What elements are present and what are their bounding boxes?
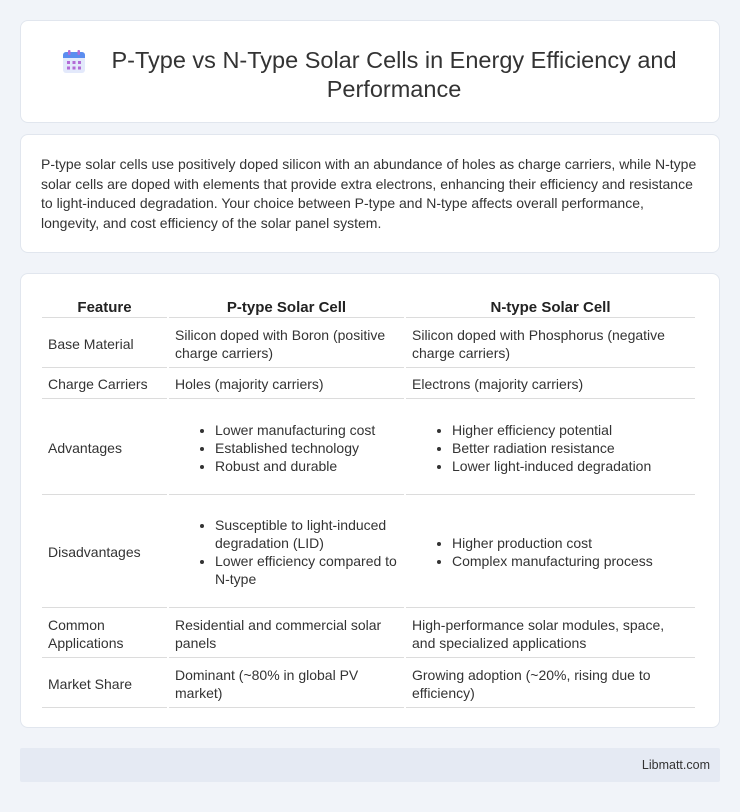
list-item: • Higher production cost: [452, 534, 689, 552]
table-row-charge-carriers: [42, 370, 695, 399]
table-row-base-material: [42, 320, 695, 368]
table-row-market-share: [42, 660, 695, 708]
comparison-table: [40, 294, 697, 710]
summary-card: [20, 134, 720, 253]
table-header-row: [42, 296, 695, 318]
cell-n-type: High-performance solar modules, space, and specialized applications: [406, 610, 695, 658]
header-n-type: N-type Solar Cell: [406, 296, 695, 318]
list-item: • Lower manufacturing cost: [215, 421, 398, 439]
list-item: • Robust and durable: [215, 457, 398, 475]
header-p-type: P-type Solar Cell: [169, 296, 404, 318]
cell-n-type: Silicon doped with Phosphorus (negative charge carriers): [406, 320, 695, 368]
cell-feature: Charge Carriers: [42, 370, 167, 399]
cell-n-type: Electrons (majority carriers): [406, 370, 695, 399]
list-item: • Susceptible to light-induced degradation (LID): [215, 516, 398, 552]
cell-p-type: [169, 497, 404, 608]
footer: [20, 748, 720, 782]
title-card: [20, 20, 720, 123]
page-title: P-Type vs N-Type Solar Cells in Energy Efficiency and Performance: [111, 47, 677, 102]
cell-feature: Advantages: [42, 401, 167, 495]
cell-p-type: Residential and commercial solar panels: [169, 610, 404, 658]
cell-feature: Market Share: [42, 660, 167, 708]
cell-feature: Disadvantages: [42, 497, 167, 608]
n-advantages-list: [412, 421, 689, 475]
list-item: • Established technology: [215, 439, 398, 457]
table-row-disadvantages: [42, 497, 695, 608]
cell-n-type: [406, 497, 695, 608]
summary-text: P-type solar cells use positively doped silicon with an abundance of holes as charge carriers, while N-type solar cells are doped with elements that provide extra electrons, enhancing their efficiency and resistance to light-induced degradation. Your choice between P-type and N-type affects overall performance, longevity, and cost efficiency of the solar panel system.: [41, 156, 697, 231]
cell-feature: Common Applications: [42, 610, 167, 658]
list-item: • Higher efficiency potential: [452, 421, 689, 439]
header-feature: Feature: [42, 296, 167, 318]
cell-p-type: Dominant (~80% in global PV market): [169, 660, 404, 708]
cell-feature: Base Material: [42, 320, 167, 368]
list-item: • Lower efficiency compared to N-type: [215, 552, 398, 588]
calendar-icon: [61, 49, 87, 75]
p-disadvantages-list: [175, 516, 398, 588]
p-advantages-list: [175, 421, 398, 475]
cell-p-type: Silicon doped with Boron (positive charge carriers): [169, 320, 404, 368]
list-item: • Lower light-induced degradation: [452, 457, 689, 475]
cell-p-type: [169, 401, 404, 495]
list-item: • Complex manufacturing process: [452, 552, 689, 570]
cell-p-type: Holes (majority carriers): [169, 370, 404, 399]
cell-n-type: [406, 401, 695, 495]
comparison-table-card: [20, 273, 720, 728]
table-row-advantages: [42, 401, 695, 495]
table-row-common-applications: [42, 610, 695, 658]
cell-n-type: Growing adoption (~20%, rising due to efficiency): [406, 660, 695, 708]
list-item: • Better radiation resistance: [452, 439, 689, 457]
footer-site-link[interactable]: Libmatt.com: [641, 758, 710, 772]
n-disadvantages-list: [412, 534, 689, 570]
